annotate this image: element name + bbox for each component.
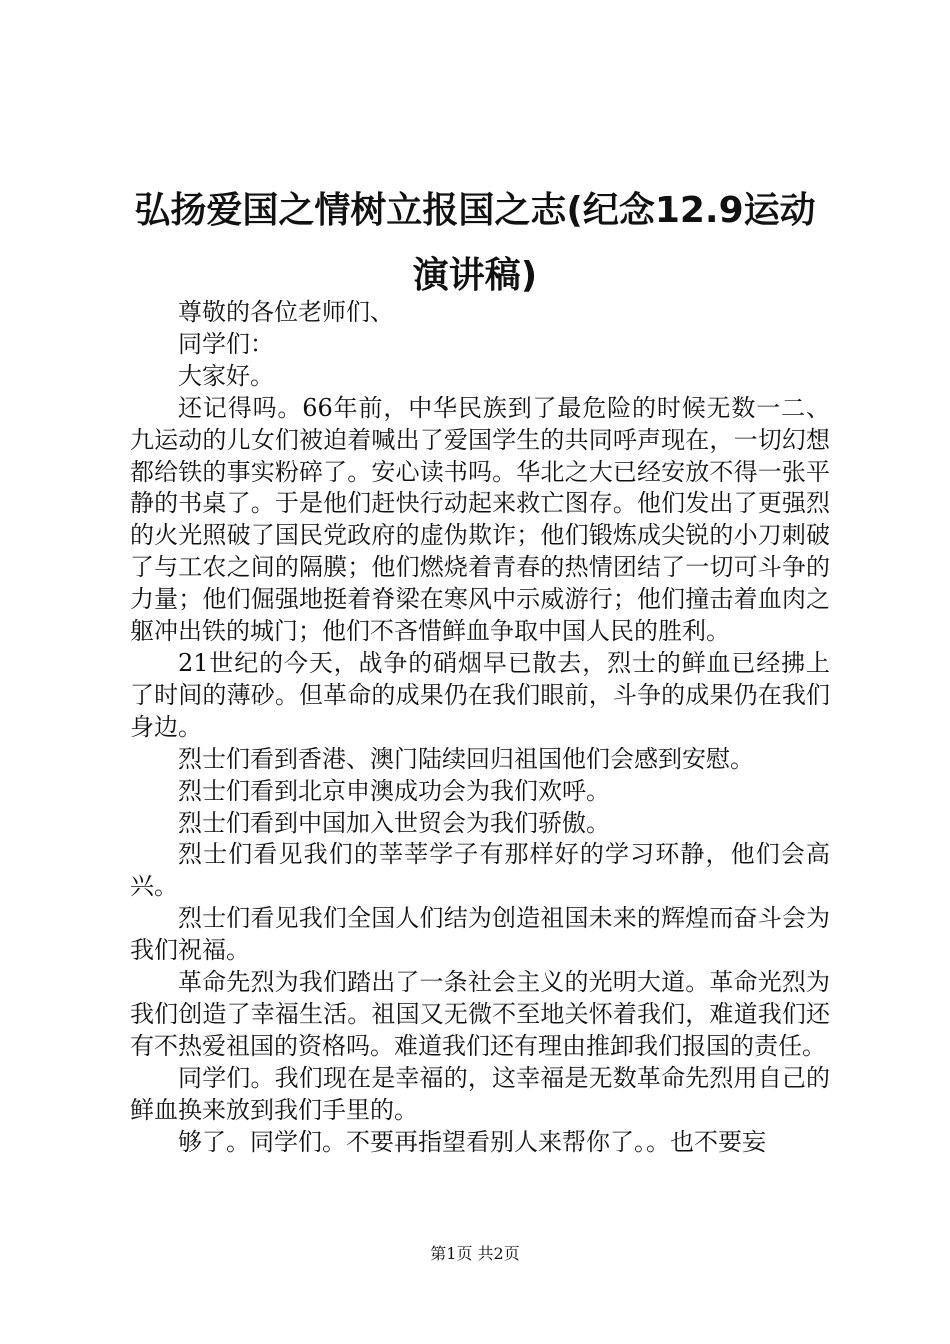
- paragraph: 同学们。我们现在是幸福的，这幸福是无数革命先烈用自己的鲜血换来放到我们手里的。: [130, 1063, 830, 1124]
- paragraph: 够了。同学们。不要再指望看别人来帮你了。。也不要妄: [178, 1127, 766, 1156]
- paragraph-greeting: 大家好。: [178, 361, 274, 390]
- document-title: 弘扬爱国之情树立报国之志(纪念12.9运动演讲稿): [134, 190, 816, 296]
- paragraph: 21世纪的今天，战争的硝烟早已散去，烈士的鲜血已经拂上了时间的薄砂。但革命的成果仍在我们眼前，斗争的成果仍在我们身边。: [130, 648, 830, 741]
- paragraph-salutation-students: 同学们：: [178, 329, 274, 358]
- paragraph: 革命先烈为我们踏出了一条社会主义的光明大道。革命光烈为我们创造了幸福生活。祖国又无微不至地关怀着我们，难道我们还有不热爱祖国的资格吗。难道我们还有理由推卸我们报国的责任。: [130, 968, 830, 1060]
- document-body: [130, 297, 830, 1158]
- paragraph: 烈士们看到中国加入世贸会为我们骄傲。: [178, 808, 610, 837]
- paragraph: 烈士们看见我们全国人们结为创造祖国未来的辉煌而奋斗会为我们祝福。: [130, 904, 830, 965]
- paragraph: 烈士们看到北京申澳成功会为我们欢呼。: [178, 776, 610, 805]
- page-number-footer: 第1页 共2页: [430, 1244, 520, 1263]
- paragraph: 烈士们看到香港、澳门陆续回归祖国他们会感到安慰。: [178, 744, 754, 773]
- paragraph: 还记得吗。66年前，中华民族到了最危险的时候无数一二、九运动的儿女们被迫着喊出了爱国学生的共同呼声现在，一切幻想都给铁的事实粉碎了。安心读书吗。华北之大已经安放不得一张平静的书桌了。于是他们赶快行动起来救亡图存。他们发出了更强烈的火光照破了国民党政府的虚伪欺诈；他们锻炼成尖锐的小刀刺破了与工农之间的隔膜；他们燃烧着青春的热情团结了一切可斗争的力量；他们倔强地挺着脊梁在寒风中示威游行；他们撞击着血肉之躯冲出铁的城门；他们不吝惜鲜血争取中国人民的胜利。: [130, 393, 830, 646]
- paragraph: 烈士们看见我们的莘莘学子有那样好的学习环静，他们会高兴。: [130, 840, 830, 901]
- paragraph-salutation: 尊敬的各位老师们、: [178, 298, 394, 326]
